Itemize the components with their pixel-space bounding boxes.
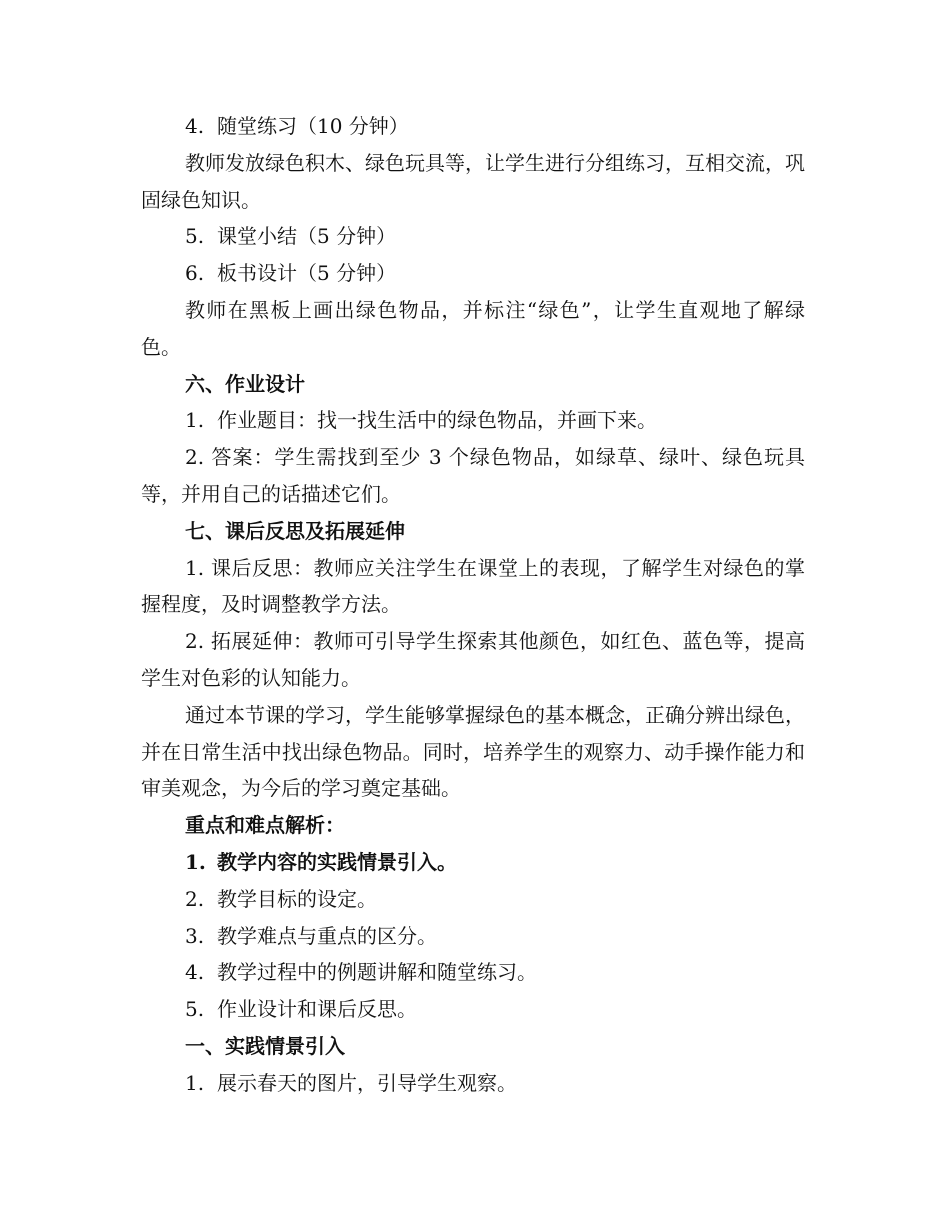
document-body [141,108,805,1102]
list-number: 2. [185,886,205,911]
list-number: 5. [185,997,205,1022]
list-item-board-design [141,255,805,292]
list-text: 教学过程中的例题讲解和随堂练习。 [217,960,537,985]
list-text: 作业题目：找一找生活中的绿色物品，并画下来。 [217,408,657,433]
list-number: 1. [185,1070,205,1095]
list-number: 1. [185,849,206,874]
list-item-key-point-2 [141,881,805,918]
list-item-show-spring [141,1065,805,1102]
section-heading-homework: 六、作业设计 [185,371,305,396]
list-text: 教学难点与重点的区分。 [217,923,437,948]
list-number: 6. [185,261,205,286]
list-text: 作业设计和课后反思。 [217,997,417,1022]
list-text: 板书设计（5 分钟） [217,261,397,286]
paragraph-practice-desc: 教师发放绿色积木、绿色玩具等，让学生进行分组练习，互相交流，巩固绿色知识。 [141,150,805,212]
paragraph-reflection: 1. 课后反思：教师应关注学生在课堂上的表现，了解学生对绿色的掌握程度，及时调整教学方法。 [141,555,805,617]
list-text: 教学目标的设定。 [217,886,377,911]
list-item-key-point-1 [141,844,805,881]
list-item-key-point-4 [141,954,805,991]
section-heading-practice-intro: 一、实践情景引入 [185,1033,345,1058]
list-text: 随堂练习（10 分钟） [217,114,409,138]
section-heading-key-points: 重点和难点解析： [185,813,345,838]
list-number: 4. [185,960,205,985]
list-text: 课堂小结（5 分钟） [217,224,397,249]
list-number: 5. [185,224,205,249]
section-heading-reflection: 七、课后反思及拓展延伸 [185,518,405,543]
list-item-homework-question [141,402,805,439]
list-item-summary [141,218,805,255]
list-number: 4. [185,114,205,138]
paragraph-extension: 2. 拓展延伸：教师可引导学生探索其他颜色，如红色、蓝色等，提高学生对色彩的认知能力。 [141,629,805,690]
list-item-key-point-3 [141,918,805,955]
paragraph-board-desc: 教师在黑板上画出绿色物品，并标注“绿色”，让学生直观地了解绿色。 [141,297,805,359]
list-number: 3. [185,923,205,948]
list-text: 教学内容的实践情景引入。 [217,849,457,874]
list-number: 1. [185,408,205,433]
list-item-key-point-5 [141,991,805,1028]
paragraph-homework-answer: 2. 答案：学生需找到至少 3 个绿色物品，如绿草、绿叶、绿色玩具等，并用自己的话描述它们。 [141,445,805,506]
list-text: 展示春天的图片，引导学生观察。 [217,1070,517,1095]
paragraph-conclusion: 通过本节课的学习，学生能够掌握绿色的基本概念，正确分辨出绿色，并在日常生活中找出绿色物品。同时，培养学生的观察力、动手操作能力和审美观念，为今后的学习奠定基础。 [141,702,805,801]
list-item-practice [141,108,805,145]
